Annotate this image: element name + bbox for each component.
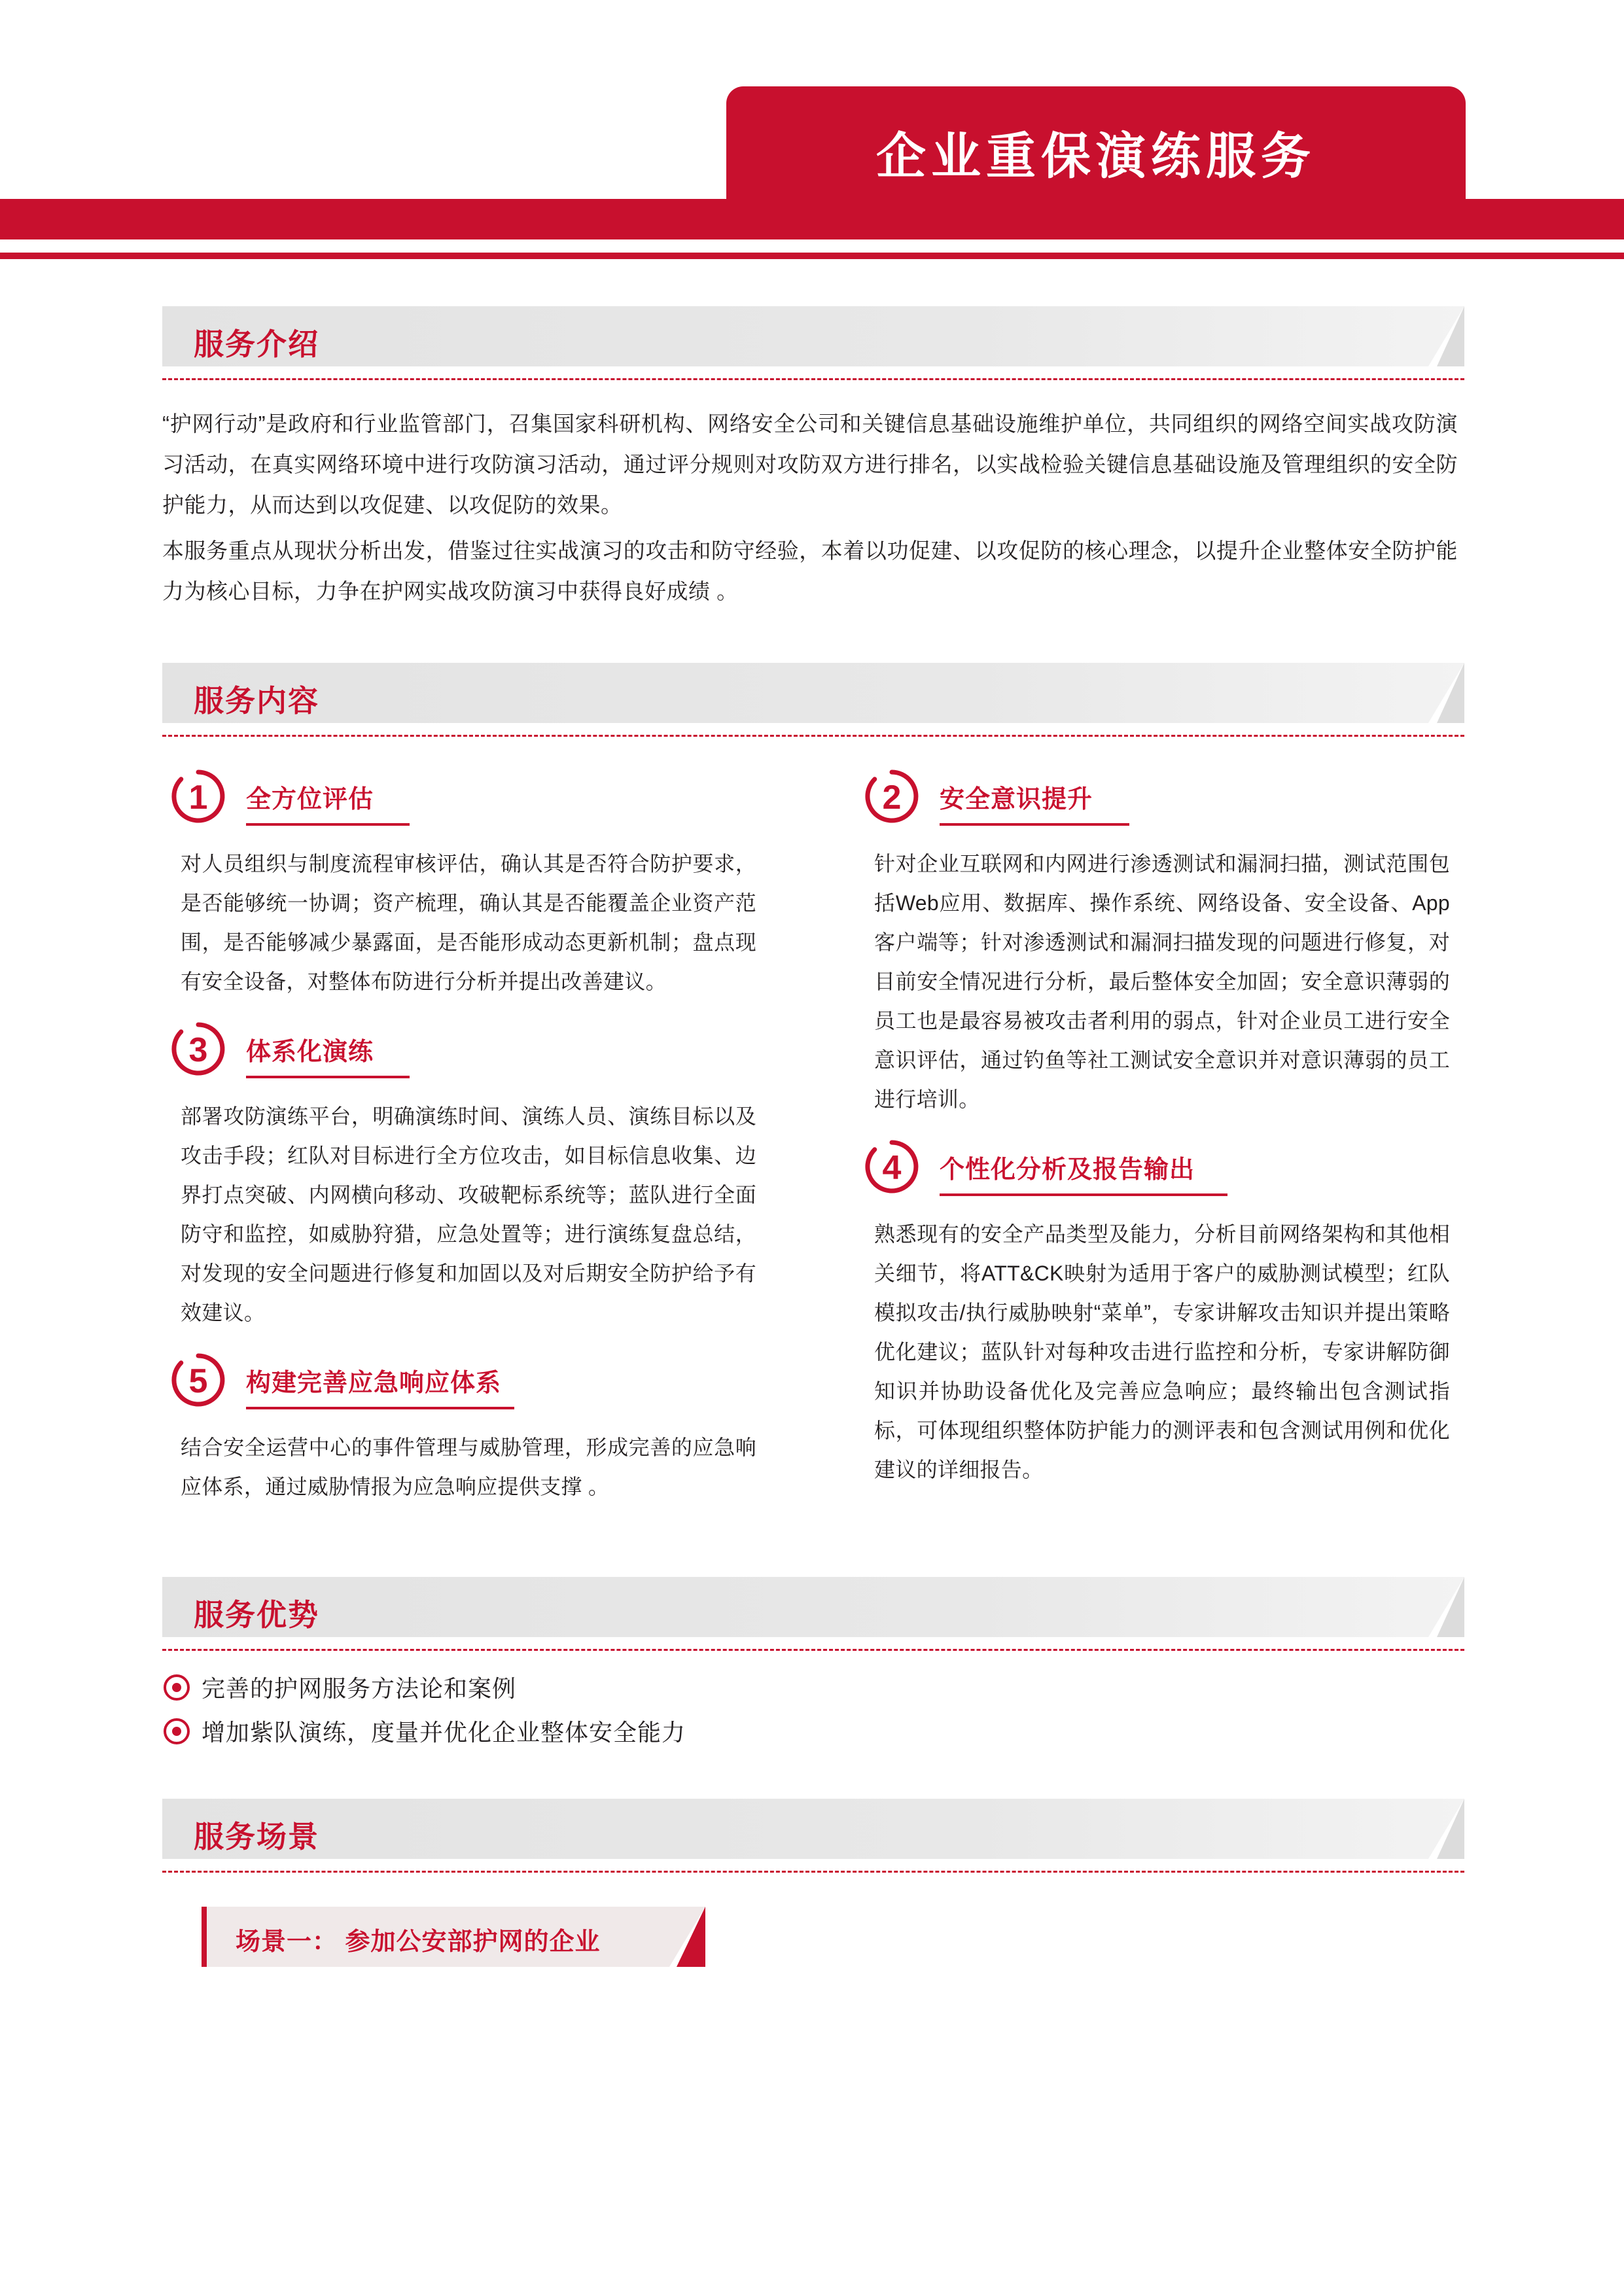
service-item <box>162 1021 771 1332</box>
title-underline <box>246 1407 514 1409</box>
service-item-body: 对人员组织与制度流程审核评估，确认其是否符合防护要求，是否能够统一协调；资产梳理，确认其是否能覆盖企业资产范围，是否能够减少暴露面，是否能形成动态更新机制；盘点现有安全设备，对整体布防进行分析并提出改善建议。 <box>181 852 756 993</box>
number-circle-icon <box>864 1139 920 1195</box>
service-item-body: 熟悉现有的安全产品类型及能力，分析目前网络架构和其他相关细节，将ATT&CK映射为适用于客户的威胁测试模型；红队模拟攻击/执行威胁映射“菜单”，专家讲解攻击知识并提出策略优化建议；蓝队针对每种攻击进行监控和分析，专家讲解防御知识并协助设备优化及完善应急响应；最终输出包含测试指标，可体现组织整体防护能力的测评表和包含测试用例和优化建议的详细报告。 <box>874 1222 1450 1481</box>
band-background <box>162 306 1464 366</box>
service-item-title: 安全意识提升 <box>940 786 1093 813</box>
service-content-columns <box>162 768 1464 1526</box>
header-title-tab <box>726 86 1466 199</box>
service-item <box>162 768 771 1001</box>
service-item-header <box>162 1021 771 1089</box>
service-item <box>856 1139 1464 1489</box>
section-band-content <box>162 663 1462 723</box>
page-title: 企业重保演练服务 <box>876 129 1316 185</box>
service-item-title: 体系化演练 <box>246 1038 374 1066</box>
service-item-body: 结合安全运营中心的事件管理与威胁管理，形成完善的应急响应体系，通过威胁情报为应急响应提供支撑 。 <box>181 1436 756 1498</box>
service-item-body: 部署攻防演练平台，明确演练时间、演练人员、演练目标以及攻击手段；红队对目标进行全方位攻击，如目标信息收集、边界打点突破、内网横向移动、攻破靶标系统等；蓝队进行全面防守和监控，如威胁狩猎，应急处置等；进行演练复盘总结，对发现的安全问题进行修复和加固以及对后期安全防护给予有效建议。 <box>181 1104 756 1324</box>
list-item <box>162 1714 1462 1748</box>
number-circle-icon <box>864 768 920 824</box>
service-item-number: 3 <box>188 1031 208 1069</box>
band-background <box>162 1799 1464 1859</box>
title-underline <box>940 823 1129 826</box>
number-circle-icon <box>170 768 226 824</box>
service-item-title: 个性化分析及报告输出 <box>940 1156 1195 1184</box>
service-item-number: 4 <box>882 1149 902 1187</box>
number-circle-icon <box>170 1021 226 1077</box>
section-band-advantages <box>162 1577 1462 1637</box>
divider-dashed-intro <box>162 378 1464 380</box>
section-title-content: 服务内容 <box>194 684 319 718</box>
content-column-left <box>162 768 771 1526</box>
service-item-number: 2 <box>882 779 902 817</box>
scenario-left-accent <box>202 1907 207 1967</box>
service-item-number: 1 <box>188 779 208 817</box>
target-bullet-icon <box>162 1717 191 1746</box>
band-background <box>162 1577 1464 1637</box>
divider-dashed-scenarios <box>162 1871 1464 1873</box>
header-red-bar <box>0 199 1624 239</box>
intro-paragraph-2: 本服务重点从现状分析出发，借鉴过往实战演习的攻击和防守经验，本着以功促建、以攻促防的核心理念，以提升企业整体安全防护能力为核心目标，力争在护网实战攻防演习中获得良好成绩 。 <box>162 539 1458 603</box>
service-item-header <box>162 768 771 836</box>
service-item-header <box>856 768 1464 836</box>
divider-dashed-content <box>162 735 1464 737</box>
intro-paragraph-1: “护网行动”是政府和行业监管部门，召集国家科研机构、网络安全公司和关键信息基础设施维护单位，共同组织的网络空间实战攻防演习活动，在真实网络环境中进行攻防演习活动，通过评分规则对攻防双方进行排名，以实战检验关键信息基础设施及管理组织的安全防护能力，从而达到以攻促建、以攻促防的效果。 <box>162 412 1458 517</box>
list-item <box>162 1670 1462 1704</box>
service-item-header <box>856 1139 1464 1207</box>
title-underline <box>246 1076 410 1078</box>
content-column-right <box>856 768 1464 1526</box>
divider-dashed-advantages <box>162 1649 1464 1651</box>
advantage-text: 完善的护网服务方法论和案例 <box>202 1675 517 1702</box>
section-band-intro <box>162 306 1462 366</box>
intro-text-block <box>162 404 1458 612</box>
section-band-scenarios <box>162 1799 1462 1859</box>
service-item <box>162 1352 771 1506</box>
title-underline <box>246 823 410 826</box>
band-background <box>162 663 1464 723</box>
section-title-scenarios: 服务场景 <box>194 1820 319 1854</box>
service-item-header <box>162 1352 771 1420</box>
advantages-list <box>162 1670 1462 1748</box>
service-item-body: 针对企业互联网和内网进行渗透测试和漏洞扫描，测试范围包括Web应用、数据库、操作系统、网络设备、安全设备、App客户端等；针对渗透测试和漏洞扫描发现的问题进行修复，对目前安全情况进行分析，最后整体安全加固；安全意识薄弱的员工也是最容易被攻击者利用的弱点，针对企业员工进行安全意识评估，通过钓鱼等社工测试安全意识并对意识薄弱的员工进行培训。 <box>874 852 1450 1111</box>
service-item-title: 构建完善应急响应体系 <box>246 1369 502 1397</box>
service-item <box>856 768 1464 1119</box>
service-item-title: 全方位评估 <box>246 786 374 813</box>
section-title-intro: 服务介绍 <box>194 327 319 361</box>
page-body <box>162 306 1462 1967</box>
header-red-rule <box>0 253 1624 259</box>
scenario-card <box>202 1907 725 1967</box>
title-underline <box>940 1193 1227 1196</box>
number-circle-icon <box>170 1352 226 1408</box>
target-bullet-icon <box>162 1673 191 1702</box>
service-item-number: 5 <box>188 1362 208 1400</box>
page-header <box>0 0 1624 255</box>
scenario-label: 场景一： 参加公安部护网的企业 <box>236 1928 601 1956</box>
section-title-advantages: 服务优势 <box>194 1598 319 1632</box>
advantage-text: 增加紫队演练，度量并优化企业整体安全能力 <box>202 1719 686 1746</box>
